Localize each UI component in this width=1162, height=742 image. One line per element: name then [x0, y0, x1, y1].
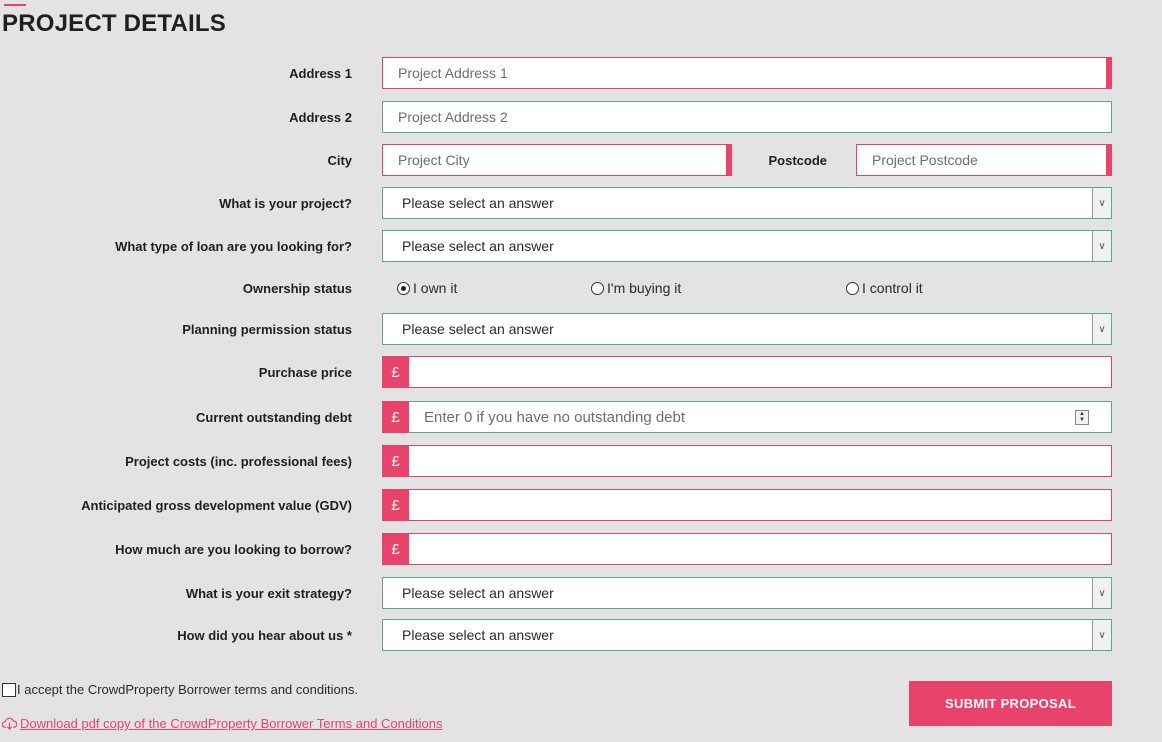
chevron-down-icon[interactable]: ∨ — [1092, 231, 1111, 261]
ownership-label: Ownership status — [242, 280, 352, 296]
loan-type-value: Please select an answer — [402, 238, 554, 254]
address1-input[interactable] — [382, 57, 1112, 89]
radio-icon[interactable] — [591, 282, 604, 295]
address2-row — [0, 101, 1162, 133]
planning-select[interactable] — [382, 313, 1112, 345]
exit-strategy-select[interactable] — [382, 577, 1112, 609]
download-cloud-icon — [2, 717, 17, 730]
borrow-label: How much are you looking to borrow? — [115, 541, 352, 557]
required-indicator — [726, 144, 732, 176]
ownership-option-control[interactable] — [846, 272, 923, 304]
city-input[interactable] — [382, 144, 732, 176]
number-spinner-icon[interactable]: ▲ ▼ — [1075, 410, 1089, 425]
ownership-option-own[interactable] — [397, 272, 457, 304]
outstanding-debt-group — [382, 401, 1112, 433]
outstanding-debt-label: Current outstanding debt — [196, 409, 352, 425]
ownership-row — [0, 272, 1162, 304]
pound-icon: £ — [382, 489, 409, 521]
postcode-placeholder: Project Postcode — [872, 152, 978, 168]
address2-input[interactable] — [382, 101, 1112, 133]
pound-icon: £ — [382, 356, 409, 388]
exit-strategy-value: Please select an answer — [402, 585, 554, 601]
address1-row — [0, 57, 1162, 89]
purchase-price-group — [382, 356, 1112, 388]
project-costs-label: Project costs (inc. professional fees) — [125, 453, 352, 469]
postcode-input[interactable] — [856, 144, 1112, 176]
address1-label: Address 1 — [289, 65, 352, 81]
project-type-value: Please select an answer — [402, 195, 554, 211]
address2-label: Address 2 — [289, 109, 352, 125]
outstanding-debt-row — [0, 401, 1162, 433]
city-row — [0, 144, 1162, 176]
gdv-group — [382, 489, 1112, 521]
exit-strategy-label: What is your exit strategy? — [185, 585, 352, 601]
gdv-input[interactable] — [409, 489, 1112, 521]
radio-icon[interactable] — [846, 282, 859, 295]
address2-placeholder: Project Address 2 — [398, 109, 508, 125]
chevron-down-icon[interactable]: ∨ — [1092, 578, 1111, 608]
pound-icon: £ — [382, 533, 409, 565]
hear-about-row — [0, 619, 1162, 651]
outstanding-debt-placeholder: Enter 0 if you have no outstanding debt — [424, 408, 686, 426]
page-title: PROJECT DETAILS — [2, 10, 226, 37]
title-accent-line — [4, 4, 26, 6]
address1-placeholder: Project Address 1 — [398, 65, 508, 81]
project-costs-group — [382, 445, 1112, 477]
postcode-label: Postcode — [768, 152, 827, 168]
planning-label: Planning permission status — [182, 321, 352, 337]
purchase-price-row — [0, 356, 1162, 388]
terms-row — [2, 682, 358, 697]
hear-about-label: How did you hear about us * — [177, 627, 352, 643]
borrow-row — [0, 533, 1162, 565]
chevron-down-icon[interactable]: ∨ — [1092, 620, 1111, 650]
ownership-option-buying[interactable] — [591, 272, 681, 304]
required-indicator — [1106, 144, 1112, 176]
required-indicator — [1106, 57, 1112, 89]
ownership-option-control-label: I control it — [862, 280, 923, 296]
terms-label: I accept the CrowdProperty Borrower terms and conditions. — [17, 682, 359, 697]
project-type-select[interactable] — [382, 187, 1112, 219]
purchase-price-label: Purchase price — [258, 364, 352, 380]
hear-about-value: Please select an answer — [402, 627, 554, 643]
loan-type-select[interactable] — [382, 230, 1112, 262]
city-label: City — [327, 152, 352, 168]
planning-value: Please select an answer — [402, 321, 554, 337]
purchase-price-input[interactable] — [409, 356, 1112, 388]
outstanding-debt-input[interactable] — [409, 401, 1112, 433]
exit-strategy-row — [0, 577, 1162, 609]
loan-type-row — [0, 230, 1162, 262]
download-terms-link[interactable] — [2, 716, 442, 731]
ownership-option-own-label: I own it — [413, 280, 458, 296]
pound-icon: £ — [382, 445, 409, 477]
city-placeholder: Project City — [398, 152, 470, 168]
gdv-label: Anticipated gross development value (GDV) — [81, 497, 352, 513]
borrow-input[interactable] — [409, 533, 1112, 565]
project-costs-row — [0, 445, 1162, 477]
submit-proposal-button[interactable]: SUBMIT PROPOSAL — [909, 681, 1112, 726]
chevron-down-icon[interactable]: ∨ — [1092, 188, 1111, 218]
project-costs-input[interactable] — [409, 445, 1112, 477]
download-terms-label: Download pdf copy of the CrowdProperty Borrower Terms and Conditions — [20, 716, 443, 731]
terms-checkbox[interactable] — [2, 683, 16, 697]
loan-type-label: What type of loan are you looking for? — [115, 238, 352, 254]
hear-about-select[interactable] — [382, 619, 1112, 651]
gdv-row — [0, 489, 1162, 521]
project-type-row — [0, 187, 1162, 219]
radio-selected-icon[interactable] — [397, 282, 410, 295]
pound-icon: £ — [382, 401, 409, 433]
borrow-group — [382, 533, 1112, 565]
ownership-option-buying-label: I'm buying it — [607, 280, 682, 296]
planning-row — [0, 313, 1162, 345]
chevron-down-icon[interactable]: ∨ — [1092, 314, 1111, 344]
project-type-label: What is your project? — [219, 195, 352, 211]
